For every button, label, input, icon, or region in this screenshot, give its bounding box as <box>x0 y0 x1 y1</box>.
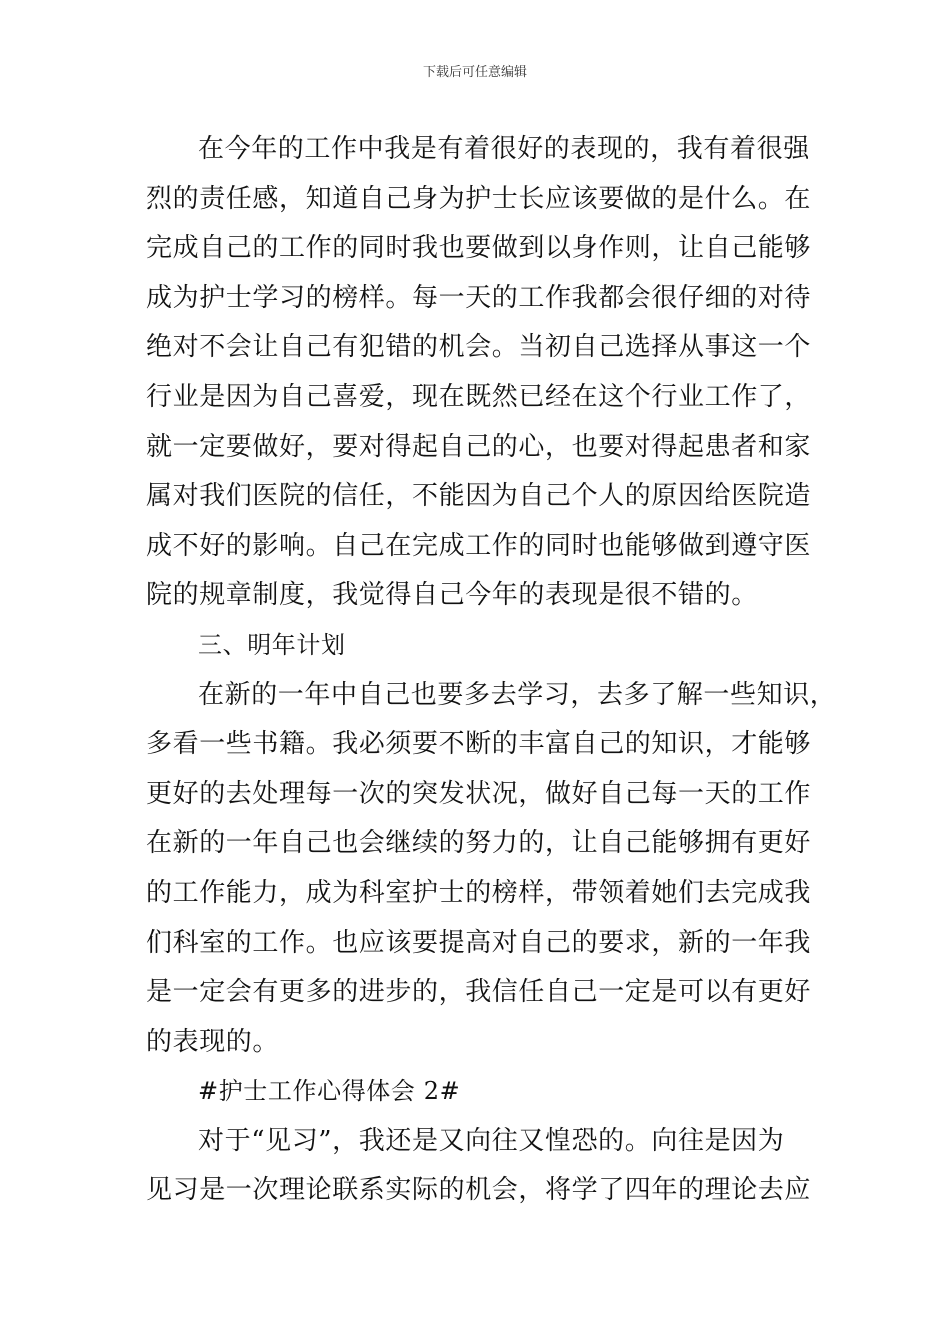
section-heading: #护士工作心得体会 2# <box>198 1077 461 1106</box>
paragraph-line: 的表现的。 <box>146 1026 280 1057</box>
paragraph-line: 见习是一次理论联系实际的机会，将学了四年的理论去应 <box>146 1175 812 1206</box>
paragraph-line: 多看一些书籍。我必须要不断的丰富自己的知识，才能够 <box>146 729 812 760</box>
paragraph-line: 在新的一年中自己也要多去学习，去多了解一些知识， <box>198 679 837 710</box>
paragraph-line: 属对我们医院的信任，不能因为自己个人的原因给医院造 <box>146 481 812 512</box>
paragraph-line: 绝对不会让自己有犯错的机会。当初自己选择从事这一个 <box>146 332 812 363</box>
paragraph-line: 成为护士学习的榜样。每一天的工作我都会很仔细的对待 <box>146 282 812 313</box>
section-heading: 三、明年计划 <box>198 630 346 659</box>
paragraph-line: 成不好的影响。自己在完成工作的同时也能够做到遵守医 <box>146 530 812 561</box>
paragraph-line: 更好的去处理每一次的突发状况，做好自己每一天的工作 <box>146 778 812 809</box>
paragraph-line: 对于“见习”，我还是又向往又惶恐的。向往是因为 <box>198 1125 785 1156</box>
paragraph-line: 行业是因为自己喜爱，现在既然已经在这个行业工作了， <box>146 381 812 412</box>
paragraph-line: 烈的责任感，知道自己身为护士长应该要做的是什么。在 <box>146 183 812 214</box>
paragraph-line: 是一定会有更多的进步的，我信任自己一定是可以有更好 <box>146 977 812 1008</box>
paragraph-line: 在今年的工作中我是有着很好的表现的，我有着很强 <box>198 134 810 164</box>
page-header-note: 下载后可任意编辑 <box>422 65 527 80</box>
paragraph-line: 们科室的工作。也应该要提高对自己的要求，新的一年我 <box>146 927 812 958</box>
document-body <box>146 125 837 1216</box>
paragraph-line: 的工作能力，成为科室护士的榜样，带领着她们去完成我 <box>146 877 812 908</box>
paragraph-line: 就一定要做好，要对得起自己的心，也要对得起患者和家 <box>146 431 812 462</box>
paragraph-line: 完成自己的工作的同时我也要做到以身作则，让自己能够 <box>146 233 812 264</box>
paragraph-line: 在新的一年自己也会继续的努力的，让自己能够拥有更好 <box>146 828 812 859</box>
paragraph-line: 院的规章制度，我觉得自己今年的表现是很不错的。 <box>146 580 758 611</box>
